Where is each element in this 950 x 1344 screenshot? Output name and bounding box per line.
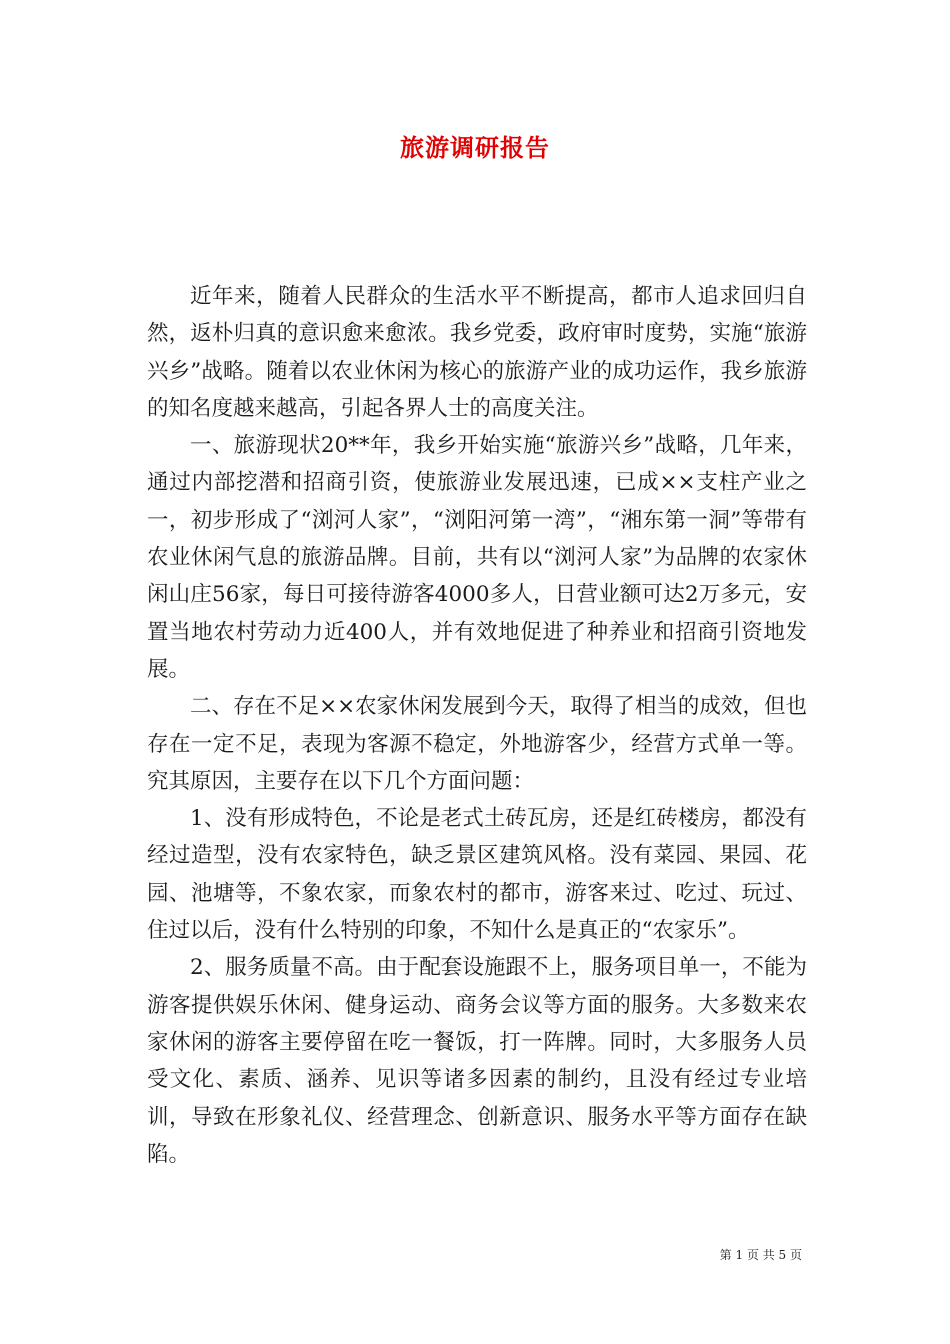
paragraph-point-2: 2、服务质量不高。由于配套设施跟不上，服务项目单一，不能为游客提供娱乐休闲、健身运动、商务会议等方面的服务。大多数来农家休闲的游客主要停留在吃一餐饭，打一阵牌。同时，大多服务人员受文化、素质、涵养、见识等诸多因素的制约，且没有经过专业培训，导致在形象礼仪、经营理念、创新意识、服务水平等方面存在缺陷。	[147, 955, 807, 1167]
paragraph-current-status: 一、旅游现状20**年，我乡开始实施“旅游兴乡”战略，几年来，通过内部挖潜和招商引资，使旅游业发展迅速，已成××支柱产业之一，初步形成了“浏河人家”，“浏阳河第一湾”，“湘东第一洞”等带有农业休闲气息的旅游品牌。目前，共有以“浏河人家”为品牌的农家休闲山庄56家，每日可接待游客4000多人，日营业额可达2万多元，安置当地农村劳动力近400人，并有效地促进了种养业和招商引资地发展。	[147, 433, 807, 682]
page-number: 第 1 页 共 5 页	[719, 1248, 802, 1262]
document-title: 旅游调研报告	[400, 133, 550, 162]
paragraph-point-1: 1、没有形成特色，不论是老式土砖瓦房，还是红砖楼房，都没有经过造型，没有农家特色，缺乏景区建筑风格。没有菜园、果园、花园、池塘等，不象农家，而象农村的都市，游客来过、吃过、玩过、住过以后，没有什么特别的印象，不知什么是真正的“农家乐”。	[147, 806, 807, 944]
paragraph-shortcomings: 二、存在不足××农家休闲发展到今天，取得了相当的成效，但也存在一定不足，表现为客源不稳定，外地游客少，经营方式单一等。究其原因，主要存在以下几个方面问题：	[147, 694, 807, 794]
document-body	[147, 278, 807, 1173]
paragraph-intro: 近年来，随着人民群众的生活水平不断提高，都市人追求回归自然，返朴归真的意识愈来愈浓。我乡党委，政府审时度势，实施“旅游兴乡”战略。随着以农业休闲为核心的旅游产业的成功运作，我乡旅游的知名度越来越高，引起各界人士的高度关注。	[147, 284, 807, 421]
